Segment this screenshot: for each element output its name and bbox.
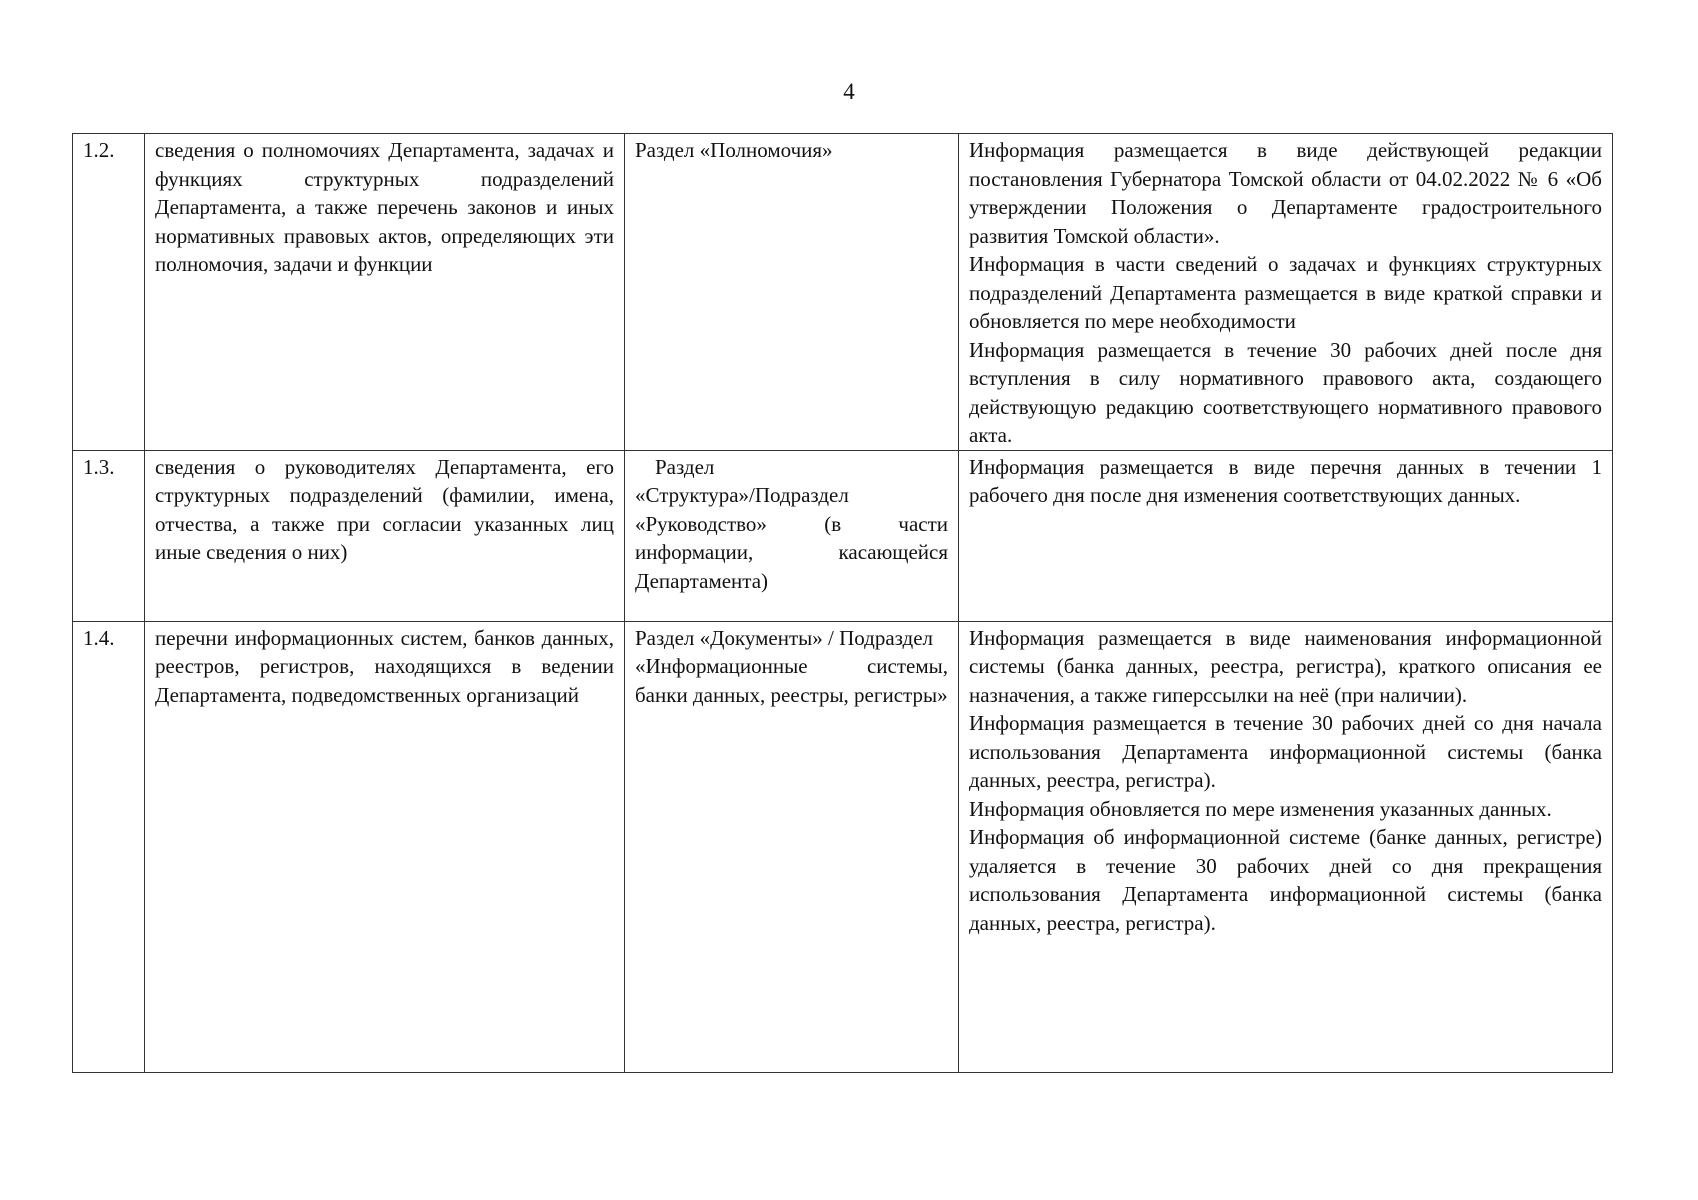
row-info <box>959 134 1613 451</box>
info-paragraph: Информация размещается в течение 30 рабочих дней со дня начала использования Департамента информационной системы (банка данных, реестра, регистра). <box>969 711 1602 792</box>
info-paragraph: Информация в части сведений о задачах и функциях структурных подразделений Департамента размещается в виде краткой справки и обновляется по мере необходимости <box>969 252 1602 333</box>
info-paragraph: Информация размещается в виде наименования информационной системы (банка данных, реестра, регистра), краткого описания ее назначения, а также гиперссылки на неё (при наличии). <box>969 625 1602 707</box>
table-row <box>73 450 1613 621</box>
info-paragraph: Информация размещается в виде действующей редакции постановления Губернатора Томской области от 04.02.2022 № 6 «Об утверждении Положения о Департаменте градостроительного развития Томской области». <box>969 138 1602 248</box>
row-description: перечни информационных систем, банков данных, реестров, регистров, находящихся в ведении Департамента, подведомственных организаций <box>145 621 625 1072</box>
section-line: «Структура»/Подраздел <box>635 483 849 507</box>
section-line: «Информационные системы, банки данных, реестры, регистры» <box>635 654 948 707</box>
section-line: «Руководство» (в части информации, касающейся Департамента) <box>635 511 948 593</box>
row-section <box>625 450 959 621</box>
row-section <box>625 621 959 1072</box>
document-table <box>72 133 1613 1073</box>
row-description: сведения о полномочиях Департамента, задачах и функциях структурных подразделений Департамента, а также перечень законов и иных нормативных правовых актов, определяющих эти полномочия, задачи и функции <box>145 134 625 451</box>
table-row <box>73 134 1613 451</box>
info-paragraph: Информация размещается в виде перечня данных в течении 1 рабочего дня после дня изменения соответствующих данных. <box>969 454 1602 507</box>
row-number: 1.4. <box>73 621 145 1072</box>
row-info <box>959 450 1613 621</box>
row-info <box>959 621 1613 1072</box>
info-paragraph: Информация об информационной системе (банке данных, регистре) удаляется в течение 30 рабочих дней со дня прекращения использования Департамента информационной системы (банка данных, реестра, регистра). <box>969 825 1602 935</box>
section-line: Раздел <box>655 454 715 479</box>
info-paragraph: Информация размещается в течение 30 рабочих дней после дня вступления в силу нормативного правового акта, создающего действующую редакцию соответствующего нормативного правового акта. <box>969 337 1602 447</box>
row-number: 1.2. <box>73 134 145 451</box>
table-row <box>73 621 1613 1072</box>
row-description: сведения о руководителях Департамента, его структурных подразделений (фамилии, имена, отчества, а также при согласии указанных лиц иные сведения о них) <box>145 450 625 621</box>
page-number: 4 <box>843 79 855 104</box>
row-number: 1.3. <box>73 450 145 621</box>
section-line: Раздел «Документы» / Подраздел <box>635 625 934 650</box>
row-section: Раздел «Полномочия» <box>625 134 959 451</box>
info-paragraph: Информация обновляется по мере изменения указанных данных. <box>969 796 1552 821</box>
